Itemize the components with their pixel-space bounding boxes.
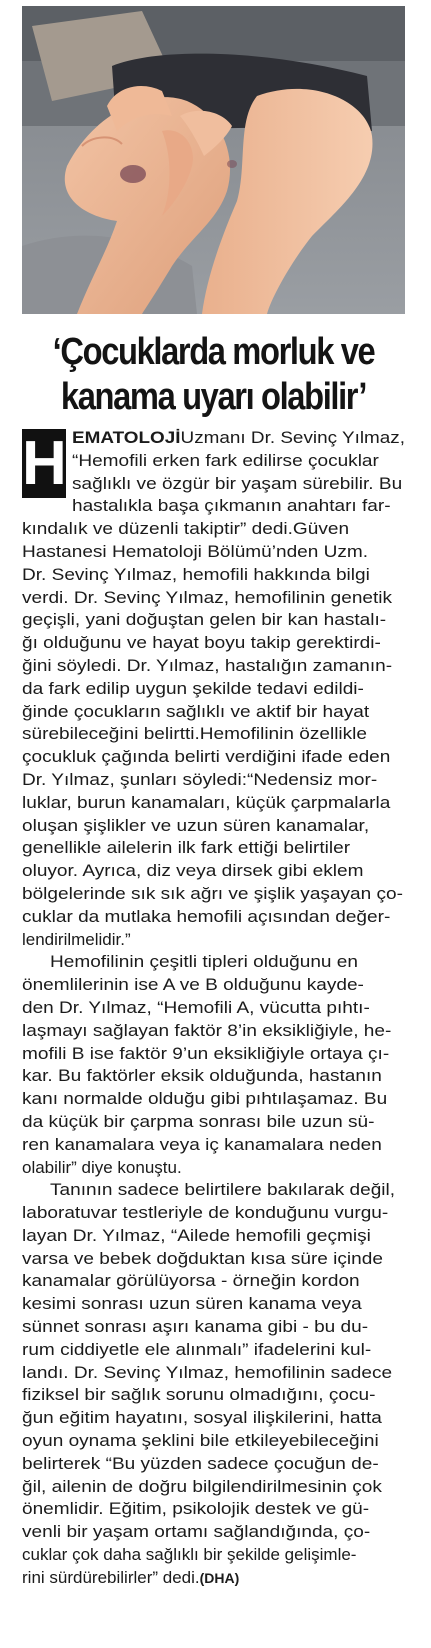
article-line [22,1339,405,1362]
article-line [22,1270,405,1293]
article-line-text: Hemofilinin çeşitli tipleri olduğunu en [50,952,358,972]
article-line-text: Dr. Yılmaz, şunları söyledi:“Nedensiz mor- [22,769,378,789]
article-line [22,1225,405,1248]
article-line-text: önemlidir. Eğitim, psikolojik destek ve gü- [22,1499,370,1519]
article-line-text: landı. Dr. Sevinç Yılmaz, hemofilinin sadece [22,1362,393,1382]
line-fit-wrapper [22,929,131,952]
article-line [22,815,405,838]
article-line-text: geçişli, yani doğuştan gelen bir kan hastalı- [22,610,387,630]
article-line [22,1453,405,1476]
line-fit-wrapper [22,701,369,724]
line-fit-wrapper [22,723,367,746]
lead-word: EMATOLOJİ [72,428,181,447]
line-fit-wrapper [22,587,392,610]
article-line [22,495,405,518]
line-fit-wrapper [22,1339,371,1362]
article-line-text: ğun eğitim hayatını, sosyal ilişkilerini, hatta [22,1408,382,1428]
article-line [22,929,405,952]
article-line-text: laboratuvar testleriyle de konduğunu vurgu- [22,1203,389,1223]
line-fit-wrapper [22,746,390,769]
article-line [22,1407,405,1430]
article-line-text: da küçük bir çarpma sonrası bile uzun sü- [22,1111,375,1131]
article-line-text: kındalık ve düzenli takiptir” dedi.Güven [22,519,350,539]
article-line-text: verdi. Dr. Sevinç Yılmaz, hemofilinin genetik [22,587,393,607]
line-fit-wrapper [22,678,364,701]
article-line-text: sünnet sonrası aşırı kanama gibi - bu du- [22,1317,369,1337]
article-line-text: ğini söyledi. Dr. Yılmaz, hastalığın zamanın- [22,655,393,675]
article-line [22,655,405,678]
drop-cap: H [22,429,67,498]
article-line [22,1384,405,1407]
article-line [22,1088,405,1111]
line-fit-wrapper [22,1202,388,1225]
article-line [22,1111,405,1134]
line-fit-wrapper [22,1157,182,1180]
headline-line-2: kanama uyarı olabilir’ [60,376,367,418]
article-line [22,1043,405,1066]
article-line-text: layan Dr. Yılmaz, “Ailede hemofili geçmişi [22,1225,371,1245]
article-line [22,609,405,632]
line-fit-wrapper [22,860,363,883]
article-line [22,837,405,860]
article-line-text: ren kanamalara veya iç kanamalara neden [22,1134,382,1154]
line-fit-wrapper [22,1088,387,1111]
article-line [22,1362,405,1385]
article-line-text: laşmayı sağlayan faktör 8’in eksikliğiyle, he- [22,1020,392,1040]
line-fit-wrapper [22,564,370,587]
article-line-text: venli bir yaşam ortamı sağlandığında, ço- [22,1522,371,1542]
article-line [22,1134,405,1157]
line-fit-wrapper [22,815,369,838]
article-line [22,1316,405,1339]
paragraph-2 [22,951,405,1179]
article-line [22,1521,405,1544]
line-fit-wrapper [22,518,349,541]
line-fit-wrapper [22,792,390,815]
line-fit-wrapper [22,1270,360,1293]
article-line-text: cuklar çok daha sağlıklı bir şekilde gelişimle- [22,1545,357,1565]
article-photo [22,6,405,314]
article-line [22,974,405,997]
article-line [22,883,405,906]
article-line [22,678,405,701]
line-fit-wrapper [22,1521,370,1544]
article-line [22,906,405,929]
article-line-text: luklar, burun kanamaları, küçük çarpmalarla [22,792,391,812]
headline-line-1: ‘Çocuklarda morluk ve [52,331,375,373]
line-fit-wrapper [22,837,350,860]
line-fit-wrapper [22,974,364,997]
article-line [22,1476,405,1499]
line-fit-wrapper [22,1043,389,1066]
article-line [22,1430,405,1453]
article-line-text: hastalıkla başa çıkmanın anahtarı far- [72,496,391,516]
article-line [22,564,405,587]
line-fit-wrapper [72,450,379,473]
line-fit-wrapper [22,1293,362,1316]
article-line [22,746,405,769]
article-line-text: kanamalar görülüyorsa - örneğin kordon [22,1271,360,1291]
line-fit-wrapper [22,1111,374,1134]
article-line-text: Tanının sadece belirtilere bakılarak değil, [50,1180,396,1200]
line-fit-wrapper [22,1430,379,1453]
line-fit-wrapper [22,906,390,929]
line-fit-wrapper [22,1407,382,1430]
article-line-text: da fark edilip uygun şekilde tedavi edildi- [22,678,364,698]
line-fit-wrapper [50,951,358,974]
article-line-text: genellikle ailelerin ilk fark ettiği belirtiler [22,838,351,858]
line-fit-wrapper [22,1020,391,1043]
line-fit-wrapper [22,883,403,906]
article-line-text: kanı normalde olduğu gibi pıhtılaşamaz. Bu [22,1089,388,1109]
line-fit-wrapper [22,541,368,564]
article-line-text: rini sürdürebilirler” dedi. [22,1567,200,1587]
article-line-text: ğil, ailenin de doğru bilgilendirilmesinin çok [22,1476,382,1496]
article-line-text: çocukluk çağında belirti verdiğini ifade eden [22,747,391,767]
article-line [22,1248,405,1271]
article-line-text: oluyor. Ayrıca, diz veya dirsek gibi eklem [22,861,364,881]
article-line-text: Hastanesi Hematoloji Bölümü’nden Uzm. [22,541,369,561]
article-line [22,632,405,655]
article-line-text: mofili B ise faktör 9’un eksikliğiyle ortaya çı- [22,1043,390,1063]
article-line [22,1567,405,1590]
article-line-text: kesimi sonrası uzun süren kanama veya [22,1294,362,1314]
article-line-text: önemlilerinin ise A ve B olduğunu kayde- [22,975,364,995]
article-line [22,769,405,792]
article-line [22,1020,405,1043]
article-line-text: fiziksel bir sağlık sorunu olmadığını, çocu- [22,1385,376,1405]
line-fit-wrapper [22,1065,382,1088]
article-line-text: ğinde çocukların sağlıklı ve aktif bir hayat [22,701,370,721]
source-credit: (DHA) [199,1569,240,1586]
article-line-text: oluşan şişlikler ve uzun süren kanamalar, [22,815,370,835]
article-line [22,473,405,496]
line-fit-wrapper [22,632,381,655]
line-fit-wrapper [22,1316,368,1339]
article-line [22,1498,405,1521]
article-line [22,1157,405,1180]
article-line [22,450,405,473]
article-line-text: sürebileceğini belirtti.Hemofilinin özellikle [22,724,367,744]
photo-illustration [22,6,405,314]
line-fit-wrapper [72,495,391,518]
article-line-text: ğı olduğunu ve hayat boyu takip gerektirdi- [22,633,381,653]
article-line [22,427,405,450]
article-line-text: bölgelerinde sık sık ağrı ve şişlik yaşayan ço- [22,883,403,903]
line-fit-wrapper [72,473,402,496]
article-body [22,427,405,1647]
line-fit-wrapper [50,1179,395,1202]
line-fit-wrapper [22,769,377,792]
article-line-text: den Dr. Yılmaz, “Hemofili A, vücutta pıhtı- [22,997,370,1017]
line-fit-wrapper [22,655,392,678]
line-fit-wrapper [22,1476,382,1499]
article-line [22,701,405,724]
paragraph-3 [22,1179,405,1567]
article-line [22,1179,405,1202]
article-line [22,792,405,815]
article-line-text: cuklar da mutlaka hemofili açısından değer- [22,906,391,926]
article-line [22,1065,405,1088]
headline [49,330,378,420]
article-line-text: oyun oynama şeklini bile etkileyebileceğini [22,1431,379,1451]
article-line-text: rum ciddiyetle ele alınmalı” ifadelerini kul- [22,1339,372,1359]
paragraph-1 [22,450,405,952]
article-line [22,541,405,564]
line-fit-wrapper [22,1362,392,1385]
line-fit-wrapper [22,1248,383,1271]
line-fit-wrapper [22,1384,375,1407]
line-fit-wrapper [22,997,370,1020]
line-fit-wrapper [22,1567,239,1590]
article-line [22,587,405,610]
article-line [22,860,405,883]
line-fit-wrapper [22,609,386,632]
line-fit-wrapper [72,427,405,450]
article-line-text: belirterek “Bu yüzden sadece çocuğun de- [22,1453,379,1473]
article-line [22,518,405,541]
line-fit-wrapper [22,1498,369,1521]
line-fit-wrapper [22,1544,356,1567]
article-line-text: Uzmanı Dr. Sevinç Yılmaz, [180,428,405,447]
article-line-text: olabilir” diye konuştu. [22,1157,182,1177]
article-line [22,1202,405,1225]
article-line-text: sağlıklı ve özgür bir yaşam sürebilir. Bu [72,473,403,493]
article-line-text: kar. Bu faktörler eksik olduğunda, hastanın [22,1066,382,1086]
line-fit-wrapper [22,1134,382,1157]
article-line [22,1293,405,1316]
line-fit-wrapper [22,1225,371,1248]
article-line [22,723,405,746]
article-line-text: lendirilmelidir.” [22,929,131,949]
line-fit-wrapper [22,1453,379,1476]
article-line [22,1544,405,1567]
article-line [22,951,405,974]
article-line-text: “Hemofili erken fark edilirse çocuklar [72,450,379,470]
article-line-text: Dr. Sevinç Yılmaz, hemofili hakkında bilgi [22,564,370,584]
article-line-text: varsa ve bebek doğduktan kısa süre içinde [22,1248,383,1268]
article-line [22,997,405,1020]
